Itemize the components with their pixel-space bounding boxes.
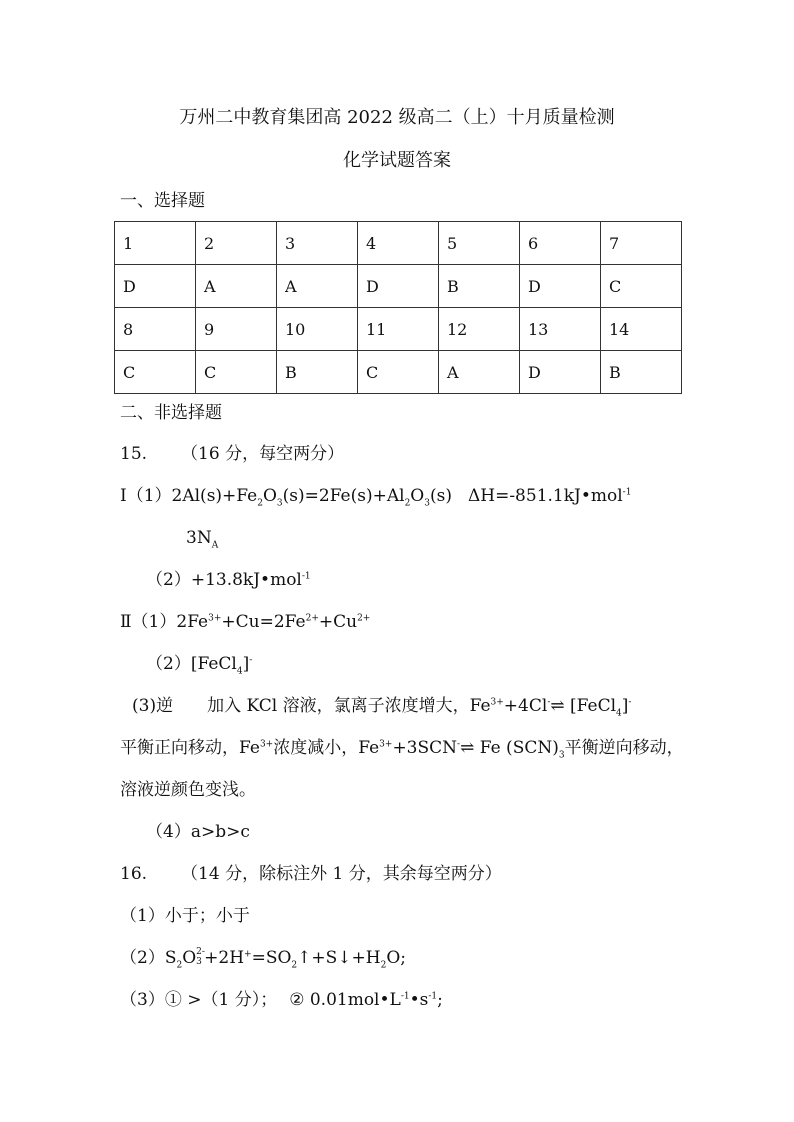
q15-ii1-eq: 2Fe bbox=[176, 612, 209, 632]
charge-stack bbox=[196, 949, 204, 967]
q15-ii3-text: ⇌ Fe (SCN) bbox=[460, 738, 559, 758]
section-heading-choice: 一、选择题 bbox=[120, 191, 205, 211]
superscript: 3+ bbox=[259, 739, 274, 750]
q15-ii3-text: 加入 KCl 溶液，氯离子浓度增大，Fe bbox=[207, 696, 491, 716]
q15-ii1-line bbox=[120, 611, 370, 633]
subscript: 4 bbox=[236, 666, 243, 677]
subscript: A bbox=[211, 540, 219, 551]
q15-ii3-text: 浓度减小，Fe bbox=[273, 738, 380, 758]
answer-cell: B bbox=[439, 265, 520, 308]
subscript: 2 bbox=[176, 960, 183, 971]
q16-p3-answer: •s bbox=[409, 990, 429, 1010]
q16-p3-label: （3） bbox=[120, 990, 165, 1010]
answer-cell: D bbox=[520, 351, 601, 394]
question-number-cell: 1 bbox=[115, 222, 196, 265]
q15-ii2-line: （2）[FeCl$_4$]- bbox=[146, 654, 253, 677]
q16-p2-label: （2） bbox=[120, 948, 165, 968]
superscript: 3+ bbox=[490, 697, 504, 708]
superscript: 2+ bbox=[357, 613, 371, 624]
q15-ii3-text: ⇌ [FeCl bbox=[550, 696, 617, 716]
answer-cell: C bbox=[358, 351, 439, 394]
answer-cell: A bbox=[277, 265, 358, 308]
answer-cell: D bbox=[520, 265, 601, 308]
q15-p1-eq: O bbox=[262, 486, 277, 506]
question-number-cell: 4 bbox=[358, 222, 439, 265]
answer-cell: B bbox=[601, 351, 682, 394]
q15-p1-label: Ⅰ（1） bbox=[120, 486, 172, 506]
q15-ii3-text: 平衡逆向移动， bbox=[564, 738, 684, 758]
question-number-cell: 14 bbox=[601, 308, 682, 351]
q16-p1-answer: 小于；小于 bbox=[164, 906, 250, 926]
q15-ii3-line2 bbox=[120, 737, 684, 759]
question-number-cell: 8 bbox=[115, 308, 196, 351]
subscript: 3 bbox=[196, 957, 202, 967]
question-number-cell: 13 bbox=[520, 308, 601, 351]
q15-ii2-label: （2） bbox=[146, 654, 191, 674]
question-number-cell: 5 bbox=[439, 222, 520, 265]
subscript: 3 bbox=[424, 498, 430, 509]
q15-ii3-line3: 溶液逆颜色变浅。 bbox=[120, 780, 256, 800]
q16-number: 16. bbox=[120, 864, 148, 884]
question-number-cell: 2 bbox=[196, 222, 277, 265]
answer-cell: A bbox=[439, 351, 520, 394]
q16-p3-answer: ; bbox=[437, 990, 443, 1010]
question-number-cell: 7 bbox=[601, 222, 682, 265]
superscript: -1 bbox=[428, 991, 438, 1002]
q15-p2-answer: +13.8kJ•mol bbox=[190, 570, 302, 590]
q15-p2-label: （2） bbox=[146, 570, 191, 590]
q15-part1-line bbox=[120, 485, 631, 507]
q15-part2-line bbox=[146, 569, 311, 591]
question-number-cell: 10 bbox=[277, 308, 358, 351]
subscript: 3 bbox=[276, 498, 283, 509]
superscript: - bbox=[547, 697, 551, 708]
q15-p1-eq: O bbox=[410, 486, 425, 506]
subscript: 2 bbox=[291, 960, 298, 971]
answer-cell: C bbox=[601, 265, 682, 308]
superscript: - bbox=[628, 697, 632, 708]
superscript: -1 bbox=[301, 571, 311, 582]
q15-p1-avogadro: 3N bbox=[186, 528, 212, 548]
answer-cell: A bbox=[196, 265, 277, 308]
q16-part2-line: $(2)S_2O$ 2- 3 $+2H^+=SO_2↑+S↓+H_2O$; bbox=[120, 947, 407, 971]
q16-p2-eq: +2H bbox=[204, 948, 245, 968]
q16-p2-eq: O bbox=[182, 948, 197, 968]
answer-table-answer-row bbox=[115, 265, 682, 308]
q15-ii3-text: 平衡正向移动，Fe bbox=[120, 738, 260, 758]
superscript: -1 bbox=[400, 991, 410, 1002]
q15-ii4-answer: a>b>c bbox=[190, 822, 250, 842]
q15-p1-eq: (s) bbox=[429, 486, 452, 506]
superscript: 2- bbox=[196, 947, 205, 957]
q15-p1-enthalpy: ΔH=-851.1kJ•mol bbox=[467, 486, 623, 506]
subscript: 3 bbox=[558, 750, 565, 761]
q15-p1-eq: (s)=2Fe(s)+Al bbox=[282, 486, 405, 506]
answer-cell: D bbox=[115, 265, 196, 308]
q15-ii-label: Ⅱ（1） bbox=[120, 612, 177, 632]
q15-part1-second bbox=[186, 527, 218, 549]
answer-table bbox=[114, 221, 682, 394]
q15-ii1-eq: +Cu bbox=[318, 612, 358, 632]
subscript: 4 bbox=[616, 708, 622, 719]
q15-ii2-answer: [FeCl bbox=[190, 654, 237, 674]
q15-ii1-eq: +Cu=2Fe bbox=[221, 612, 306, 632]
q15-header bbox=[120, 443, 344, 465]
question-number-cell: 9 bbox=[196, 308, 277, 351]
q16-p2-eq: O; bbox=[386, 948, 407, 968]
subscript: 2 bbox=[257, 498, 263, 509]
q15-ii4-line bbox=[146, 821, 250, 843]
subscript: 2 bbox=[404, 498, 411, 509]
q15-ii3-label: (3)逆 bbox=[132, 696, 174, 716]
q15-score-note: （16 分，每空两分） bbox=[181, 444, 345, 464]
q15-ii3-line1: (3)逆 加入 KCl 溶液，氯离子浓度增大，$Fe^{3+}+4Cl^-\rightleftharpoons$ [FeCl$_4$]- bbox=[132, 696, 632, 719]
q15-number: 15. bbox=[120, 444, 148, 464]
subscript: 2 bbox=[380, 960, 387, 971]
question-number-cell: 11 bbox=[358, 308, 439, 351]
q16-p3-answer: ② 0.01mol•L bbox=[289, 990, 401, 1010]
q16-part3-line bbox=[120, 989, 443, 1011]
superscript: - bbox=[457, 739, 461, 750]
q16-p1-label: （1） bbox=[120, 906, 165, 926]
answer-cell: C bbox=[196, 351, 277, 394]
q15-p1-eq: 2Al(s)+Fe bbox=[171, 486, 258, 506]
superscript: 2+ bbox=[305, 613, 319, 624]
q16-p3-answer: ① >（1 分）； bbox=[164, 990, 278, 1010]
question-number-cell: 3 bbox=[277, 222, 358, 265]
superscript: 3+ bbox=[379, 739, 393, 750]
answer-table-number-row bbox=[115, 308, 682, 351]
q16-p2-eq: =SO bbox=[251, 948, 292, 968]
document-title: 万州二中教育集团高 2022 级高二（上）十月质量检测 bbox=[179, 107, 615, 128]
answer-cell: C bbox=[115, 351, 196, 394]
answer-table-number-row bbox=[115, 222, 682, 265]
answer-table-answer-row bbox=[115, 351, 682, 394]
answer-cell: B bbox=[277, 351, 358, 394]
q15-ii3-text: +3SCN bbox=[392, 738, 458, 758]
q15-ii3-text: +4Cl bbox=[503, 696, 548, 716]
answer-cell: D bbox=[358, 265, 439, 308]
section-heading-nonchoice: 二、非选择题 bbox=[120, 403, 222, 423]
q16-header bbox=[120, 863, 502, 885]
q16-score-note: （14 分，除标注外 1 分，其余每空两分） bbox=[181, 864, 502, 884]
q16-part1-line bbox=[120, 905, 250, 927]
q16-p2-eq: ↑+S↓+H bbox=[297, 948, 381, 968]
superscript: 3+ bbox=[208, 613, 222, 624]
superscript: -1 bbox=[622, 487, 632, 498]
superscript: - bbox=[249, 655, 253, 666]
question-number-cell: 6 bbox=[520, 222, 601, 265]
document-subtitle: 化学试题答案 bbox=[343, 150, 451, 171]
q16-p2-eq: S bbox=[164, 948, 177, 968]
q15-ii4-label: （4） bbox=[146, 822, 191, 842]
question-number-cell: 12 bbox=[439, 308, 520, 351]
